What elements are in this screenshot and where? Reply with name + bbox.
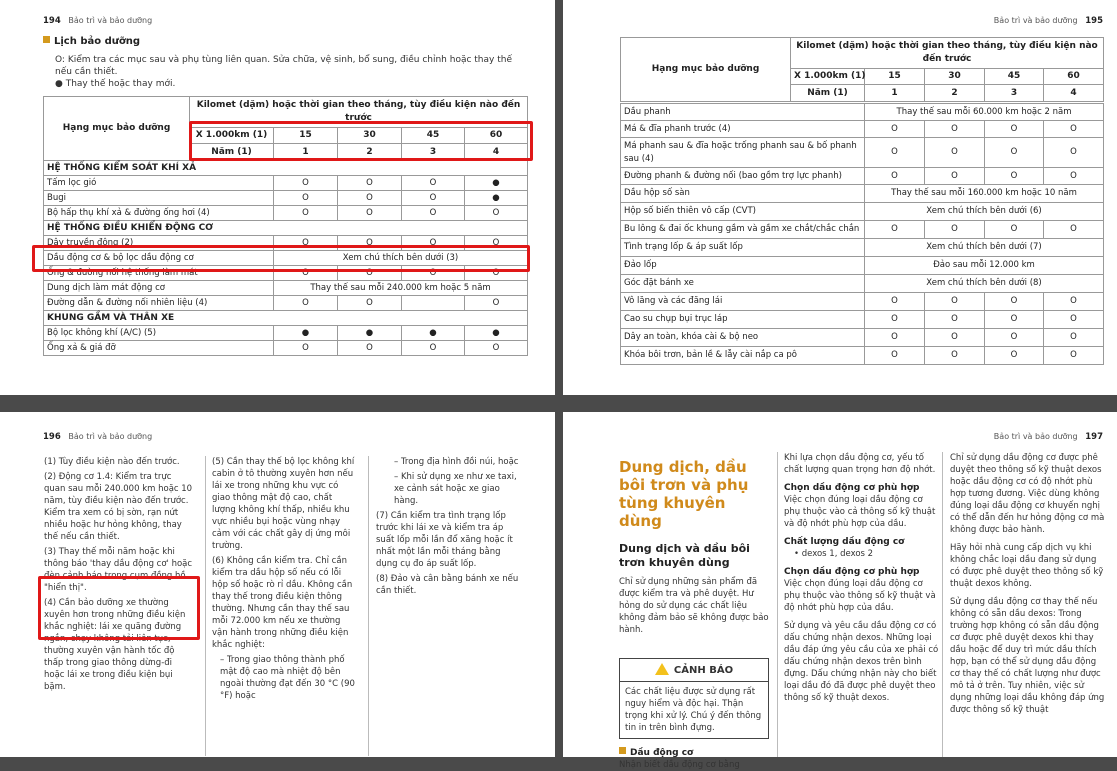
cell: O (985, 311, 1044, 329)
maintenance-table-195 (620, 37, 1104, 102)
row-note: Xem chú thích bên dưới (3) (274, 251, 528, 266)
cell: O (338, 266, 402, 281)
bold-heading: Chất lượng dầu động cơ (784, 537, 905, 547)
warning-triangle-icon (655, 663, 669, 675)
cell: O (1044, 168, 1104, 185)
table-row (44, 206, 528, 221)
table-row (621, 347, 1104, 365)
legend-inspect: O: Kiểm tra các mục sau và phụ tùng liên quan. Sửa chữa, vệ sinh, bổ sung, điều chỉnh hoặc thay thế (55, 55, 512, 65)
cell: O (985, 221, 1044, 239)
row-label: Bu lông & đai ốc khung gầm và gầm xe chắt/chắc chắn (621, 221, 865, 239)
legend-inspect-cont: nếu cần thiết. (55, 67, 118, 77)
legend-replace: ● Thay thế hoặc thay mới. (55, 79, 176, 89)
cell: O (1044, 138, 1104, 168)
footnote: (3) Thay thế mỗi năm hoặc khi thông báo 'thay dầu động cơ' hoặc đèn cảnh báo trong cụm đồng hồ "hiển thị". (44, 547, 193, 593)
year-cell: 2 (338, 144, 402, 161)
cell: O (338, 206, 402, 221)
cell: O (338, 296, 402, 311)
page-header: Bảo trì và bảo dưỡng 195 (993, 16, 1103, 26)
table-row (44, 191, 528, 206)
footnote: (2) Động cơ 1.4: Kiểm tra trực quan sau mỗi 240.000 km hoặc 10 năm, tùy điều kiện nào đến trước. Kiểm tra xem có bị sờn, rạn nứt nhiều hoặc hư hỏng không, thay thế nếu cần thiết. (44, 472, 193, 542)
km-cell: 45 (402, 127, 465, 144)
cell: O (985, 138, 1044, 168)
group-header: KHUNG GẦM VÀ THÂN XE (44, 311, 528, 326)
cell: O (338, 191, 402, 206)
table-row (621, 104, 1104, 121)
cell: O (985, 347, 1044, 365)
page-197 (563, 412, 1117, 770)
footnotes-col-3 (376, 456, 521, 600)
cell: O (402, 341, 465, 356)
cell: O (274, 206, 338, 221)
cell: O (274, 176, 338, 191)
cell: O (1044, 293, 1104, 311)
cell: O (402, 191, 465, 206)
table-row (621, 329, 1104, 347)
row-note: Thay thế sau mỗi 160.000 km hoặc 10 năm (865, 185, 1104, 203)
cell: ● (402, 326, 465, 341)
cell: O (865, 221, 925, 239)
year-label: Năm (1) (190, 144, 274, 161)
content-col-3 (950, 452, 1106, 716)
table-row (621, 239, 1104, 257)
cell: O (985, 329, 1044, 347)
cell: O (925, 311, 985, 329)
warning-body: Các chất liệu được sử dụng rất nguy hiểm và độc hại. Thận trọng khi xử lý. Chú ý đến thông tin in trên bình đựng. (625, 687, 762, 733)
cell: O (1044, 347, 1104, 365)
page-195 (563, 0, 1117, 395)
intro-text: Chỉ sử dụng những sản phẩm đã được kiểm tra và phê duyệt. Hư hỏng do sử dụng các chất liệu không đảm bảo sẽ không được bảo hành. (619, 577, 769, 635)
paragraph: Việc chọn đúng loại dầu động cơ phụ thuộc vào thông số kỹ thuật và độ nhớt phù hợp của dầu. (784, 579, 936, 613)
page-header: Bảo trì và bảo dưỡng 197 (993, 432, 1103, 442)
paragraph: Hãy hỏi nhà cung cấp dịch vụ khi không chắc loại dầu đang sử dụng có được phê duyệt theo thông số kỹ thuật dexos không. (950, 543, 1104, 589)
content-col-1 (619, 458, 769, 771)
cell: O (925, 121, 985, 138)
cell: O (338, 176, 402, 191)
table-row (44, 296, 528, 311)
km-header: Kilomet (dặm) hoặc thời gian theo tháng, tùy điều kiện nào đến trước (190, 97, 528, 128)
cell: O (465, 341, 528, 356)
warning-title: CẢNH BÁO (673, 665, 734, 676)
row-label: Dầu phanh (621, 104, 865, 121)
row-label: Tấm lọc gió (44, 176, 274, 191)
row-label: Đường dẫn & đường nối nhiên liệu (4) (44, 296, 274, 311)
cell: O (338, 236, 402, 251)
row-label: Đường phanh & đường nối (bao gồm trợ lực phanh) (621, 168, 865, 185)
cell: O (1044, 329, 1104, 347)
cell: O (925, 293, 985, 311)
cell: ● (338, 326, 402, 341)
cell: O (925, 138, 985, 168)
paragraph: Khi lựa chọn dầu động cơ, yếu tố chất lượng quan trọng hơn độ nhớt. (784, 453, 936, 475)
table-row (44, 326, 528, 341)
highlight-box-engine-oil (32, 245, 530, 272)
cell: O (1044, 221, 1104, 239)
highlight-box-km-year (189, 121, 533, 161)
row-note: Thay thế sau mỗi 60.000 km hoặc 2 năm (865, 104, 1104, 121)
footnote: – Trong địa hình đồi núi, hoặc (394, 457, 519, 467)
row-label: Đảo lốp (621, 257, 865, 275)
cell: O (1044, 121, 1104, 138)
cell: O (865, 138, 925, 168)
cell (402, 296, 465, 311)
cell: O (865, 293, 925, 311)
cell: O (402, 206, 465, 221)
km-label: X 1.000km (1) (791, 68, 865, 85)
paragraph: Chỉ sử dụng dầu động cơ được phê duyệt theo thông số kỹ thuật dexos hoặc dầu động cơ có độ nhớt phù hợp tương đương. Việc dùng không đúng loại dầu động cơ khuyến nghị có thể dẫn đến hư hỏng động cơ mà không được bảo hành. (950, 453, 1105, 535)
column-divider (777, 452, 778, 757)
cell: O (865, 329, 925, 347)
paragraph: Sử dụng và yêu cầu dầu động cơ có dấu chứng nhận dexos. Những loại dầu đáp ứng yêu cầu của xe phải có dấu chứng nhận dexos trên bình đựng. Dấu chứng nhận này cho biết loại dầu đó đã được phê duyệt theo thông số kỹ thuật dexos. (784, 621, 939, 703)
footnote: (7) Cần kiểm tra tình trạng lốp trước khi lái xe và kiểm tra áp suất lốp mỗi lần đổ xăng hoặc ít nhất một lần mỗi tháng bằng dụng cụ đo áp suất lốp. (376, 511, 513, 569)
cell: ● (465, 176, 528, 191)
content-col-2 (784, 452, 939, 704)
footnote: (1) Tùy điều kiện nào đến trước. (44, 457, 180, 467)
row-note: Xem chú thích bên dưới (6) (865, 203, 1104, 221)
cell: O (925, 221, 985, 239)
oil-heading: Dầu động cơ (630, 748, 694, 758)
cell: O (274, 266, 338, 281)
km-cell: 45 (985, 68, 1044, 85)
cell: ● (274, 326, 338, 341)
column-divider (368, 456, 369, 756)
item-header: Hạng mục bảo dưỡng (44, 97, 190, 161)
km-cell: 60 (465, 127, 528, 144)
square-bullet-icon (619, 747, 626, 754)
table-row (44, 281, 528, 296)
page-header: 196 Bảo trì và bảo dưỡng (43, 432, 153, 442)
table-row (621, 185, 1104, 203)
km-header: Kilomet (dặm) hoặc thời gian theo tháng, tùy điều kiện nào đến trước (791, 38, 1104, 69)
cell: O (865, 121, 925, 138)
cell: O (985, 168, 1044, 185)
footnote: (8) Đảo và cân bằng bánh xe nếu cần thiết. (376, 574, 519, 596)
row-note: Thay thế sau mỗi 240.000 km hoặc 5 năm (274, 281, 528, 296)
cell: O (465, 206, 528, 221)
cell: O (985, 121, 1044, 138)
section-heading: Dung dịch, dầu bôi trơn và phụ tùng khuyên dùng (619, 458, 749, 530)
warning-box (619, 658, 769, 739)
year-cell: 1 (274, 144, 338, 161)
year-cell: 1 (865, 85, 925, 102)
row-label: Vô lăng và các đăng lái (621, 293, 865, 311)
table-row (621, 203, 1104, 221)
row-label: Hộp số biến thiên vô cấp (CVT) (621, 203, 865, 221)
km-cell: 15 (865, 68, 925, 85)
table-row (621, 257, 1104, 275)
legend (55, 54, 535, 90)
km-cell: 60 (1044, 68, 1104, 85)
cell: O (1044, 311, 1104, 329)
cell: O (274, 236, 338, 251)
footnote: – Trong giao thông thành phố mật độ cao mà nhiệt độ bên ngoài thường đạt đến 30 °C (90 °F) hoặc (220, 655, 355, 701)
highlight-box-footnote-3 (38, 576, 200, 640)
group-header: HỆ THỐNG KIỂM SOÁT KHÍ XẢ (44, 161, 528, 176)
maintenance-table-195-body (620, 103, 1104, 365)
page-header: 194 Bảo trì và bảo dưỡng (43, 16, 153, 26)
cell: O (402, 266, 465, 281)
row-label: Cao su chụp bụi trục láp (621, 311, 865, 329)
bold-heading: Chọn dầu động cơ phù hợp (784, 483, 920, 493)
row-note: Xem chú thích bên dưới (7) (865, 239, 1104, 257)
row-label: Ống & đường nối hệ thống làm mát (44, 266, 274, 281)
km-label: X 1.000km (1) (190, 127, 274, 144)
year-label: Năm (1) (791, 85, 865, 102)
cell: O (865, 311, 925, 329)
year-cell: 3 (985, 85, 1044, 102)
cell: O (338, 341, 402, 356)
cell: ● (465, 191, 528, 206)
group-header: HỆ THỐNG ĐIỀU KHIỂN ĐỘNG CƠ (44, 221, 528, 236)
year-cell: 4 (465, 144, 528, 161)
cell: O (402, 236, 465, 251)
table-row (621, 168, 1104, 185)
paragraph: • dexos 1, dexos 2 (794, 549, 874, 559)
footnotes-col-2 (212, 456, 357, 705)
table-row (621, 311, 1104, 329)
column-divider (205, 456, 206, 756)
footnote: – Khi sử dụng xe như xe taxi, xe cảnh sát hoặc xe giao hàng. (394, 472, 517, 506)
subheading: Dung dịch và dầu bôi trơn khuyên dùng (619, 542, 750, 569)
row-label: Ống xả & giá đỡ (44, 341, 274, 356)
row-label: Má & đĩa phanh trước (4) (621, 121, 865, 138)
row-label: Dây an toàn, khóa cài & bộ neo (621, 329, 865, 347)
table-row (621, 221, 1104, 239)
cell: O (925, 329, 985, 347)
row-label: Dung dịch làm mát động cơ (44, 281, 274, 296)
km-cell: 30 (925, 68, 985, 85)
cell: O (865, 347, 925, 365)
table-row (44, 176, 528, 191)
cell: O (402, 176, 465, 191)
row-label: Bộ lọc không khí (A/C) (5) (44, 326, 274, 341)
cell: O (465, 236, 528, 251)
year-cell: 3 (402, 144, 465, 161)
cell: ● (465, 326, 528, 341)
cell: O (274, 191, 338, 206)
row-label: Dầu động cơ & bộ lọc dầu động cơ (44, 251, 274, 266)
table-row (621, 121, 1104, 138)
table-row (621, 275, 1104, 293)
bold-heading: Chọn dầu động cơ phù hợp (784, 567, 920, 577)
year-cell: 2 (925, 85, 985, 102)
page-194 (0, 0, 555, 395)
cell: O (274, 341, 338, 356)
footnote: (4) Cần bảo dưỡng xe thường xuyên hơn trong những điều kiện khắc nghiệt: lái xe quãng đường ngắn, chạy không tải liên tục, thường xuyên vận hành tốc độ thấp trong giao thông dừng-đi hoặc lái xe trong điều kiện bụi bặm. (44, 598, 186, 692)
column-divider (942, 452, 943, 757)
cell: O (465, 296, 528, 311)
cell: O (925, 347, 985, 365)
footnote: (6) Không cần kiểm tra. Chỉ cần kiểm tra dầu hộp số nếu có lỗi hộp số hoặc rò rỉ dầu. Không cần thay thế trong điều kiện thông thường. Nhưng cần thay thế sau mỗi 72.000 km nếu xe thường vận hành trong những điều kiện khắc nghiệt: (212, 556, 353, 650)
row-label: Khóa bôi trơn, bản lề & lẫy cài nắp ca pô (621, 347, 865, 365)
year-cell: 4 (1044, 85, 1104, 102)
square-bullet-icon (43, 36, 50, 43)
km-cell: 30 (338, 127, 402, 144)
footnote: (5) Cần thay thế bộ lọc không khí cabin ở tô thường xuyên hơn nếu lái xe trong những khu vực có giao thông mật độ cao, chất lượng không khí thấp, nhiều khu vực nhiều bụi hoặc vùng nhạy cảm với các chất gây dị ứng môi trường. (212, 457, 355, 551)
cell: O (465, 266, 528, 281)
cell: O (925, 168, 985, 185)
row-note: Đảo sau mỗi 12.000 km (865, 257, 1104, 275)
table-row (621, 138, 1104, 168)
paragraph: Việc chọn đúng loại dầu động cơ phụ thuộc vào cả thông số kỹ thuật và độ nhớt phù hợp của dầu. (784, 495, 936, 529)
table-row (44, 341, 528, 356)
oil-text: Nhận biết dầu động cơ bằng (619, 760, 740, 770)
km-cell: 15 (274, 127, 338, 144)
row-label: Góc đặt bánh xe (621, 275, 865, 293)
cell: O (985, 293, 1044, 311)
row-label: Má phanh sau & đĩa hoặc trống phanh sau & bố phanh sau (4) (621, 138, 865, 168)
item-header: Hạng mục bảo dưỡng (621, 38, 791, 102)
page-196 (0, 412, 555, 757)
cell: O (274, 296, 338, 311)
row-note: Xem chú thích bên dưới (8) (865, 275, 1104, 293)
section-title: Lịch bảo dưỡng (43, 36, 140, 47)
cell: O (865, 168, 925, 185)
row-label: Dây truyền động (2) (44, 236, 274, 251)
row-label: Bộ hấp thụ khí xả & đường ống hơi (4) (44, 206, 274, 221)
row-label: Bugi (44, 191, 274, 206)
table-row (621, 293, 1104, 311)
row-label: Tình trạng lốp & áp suất lốp (621, 239, 865, 257)
row-label: Dầu hộp số sàn (621, 185, 865, 203)
paragraph: Sử dụng dầu động cơ thay thế nếu không có sẵn dầu dexos: Trong trường hợp không có sẵn dầu động cơ được phê duyệt dexos khi thay dầu hoặc để duy trì mức dầu thích hợp, bạn có thể sử dụng dầu động cơ thay thế có chất lượng như được mô tả ở trên. Tuy nhiên, việc sử dụng những loại dầu không đáp ứng được thông số kỹ thuật (950, 597, 1105, 715)
